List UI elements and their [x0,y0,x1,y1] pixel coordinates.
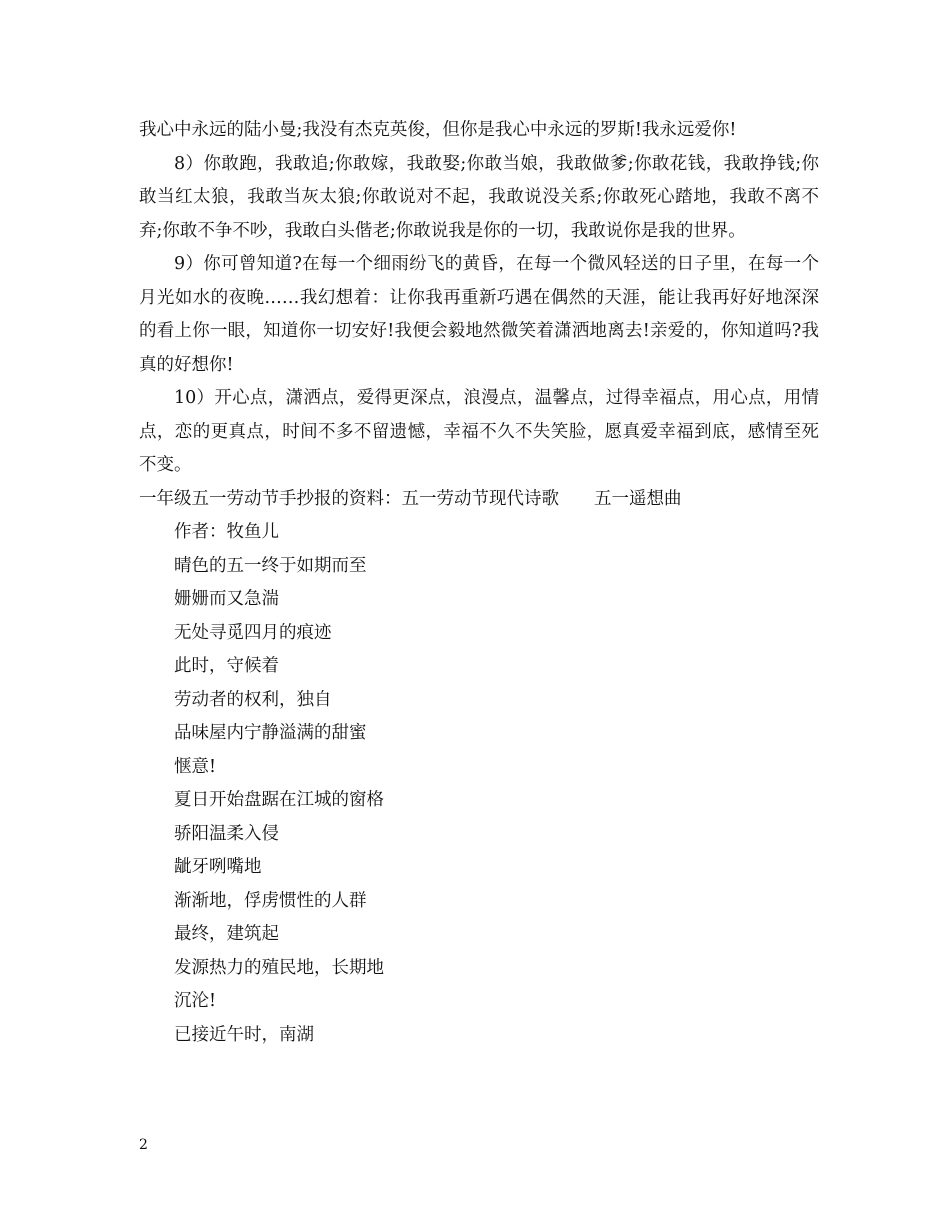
poem-line: 发源热力的殖民地，长期地 [174,957,384,978]
poem-author-line: 作者：牧鱼儿 [174,522,279,542]
poem-line: 渐渐地，俘虏惯性的人群 [174,890,367,911]
poem [139,516,819,1052]
poem-line: 品味屋内宁静溢满的甜蜜 [174,723,367,743]
poem-line: 无处寻觅四月的痕迹 [174,622,332,643]
poem-line: 晴色的五一终于如期而至 [174,555,367,576]
poem-line: 骄阳温柔入侵 [174,823,279,844]
paragraph-item-8: 8）你敢跑，我敢追;你敢嫁，我敢娶;你敢当娘，我敢做爹;你敢花钱，我敢挣钱;你敢当红太狼，我敢当灰太狼;你敢说对不起，我敢说没关系;你敢死心踏地，我敢不离不弃;你敢不争不吵，我敢白头偕老;你敢说我是你的一切，我敢说你是我的世界。 [139,153,819,241]
poem-line: 惬意! [174,756,217,777]
poem-line: 此时，守候着 [174,656,279,676]
page-number: 2 [139,1137,148,1153]
section-heading: 一年级五一劳动节手抄报的资料：五一劳动节现代诗歌 五一遥想曲 [139,488,682,509]
paragraph-item-10: 10）开心点，潇洒点，爱得更深点，浪漫点，温馨点，过得幸福点，用心点，用情点，恋的更真点，时间不多不留遗憾，幸福不久不失笑脸，愿真爱幸福到底，感情至死不变。 [139,388,819,475]
poem-line: 沉沦! [174,991,217,1011]
paragraph-continuation: 我心中永远的陆小曼;我没有杰克英俊，但你是我心中永远的罗斯!我永远爱你! [139,120,737,140]
poem-line: 姗姗而又急湍 [174,589,279,609]
poem-line: 龇牙咧嘴地 [174,857,262,877]
paragraph-item-9: 9）你可曾知道?在每一个细雨纷飞的黄昏，在每一个微风轻送的日子里，在每一个月光如水的夜晚……我幻想着：让你我再重新巧遇在偶然的天涯，能让我再好好地深深的看上你一眼，知道你一切安好!我便会毅地然微笑着潇洒地离去!亲爱的，你知道吗?我真的好想你! [139,254,819,375]
poem-line: 已接近午时，南湖 [174,1024,314,1045]
poem-line: 夏日开始盘踞在江城的窗格 [174,790,384,810]
document-body [139,114,819,1052]
poem-line: 劳动者的权利，独自 [174,689,332,710]
poem-line: 最终，建筑起 [174,924,279,944]
